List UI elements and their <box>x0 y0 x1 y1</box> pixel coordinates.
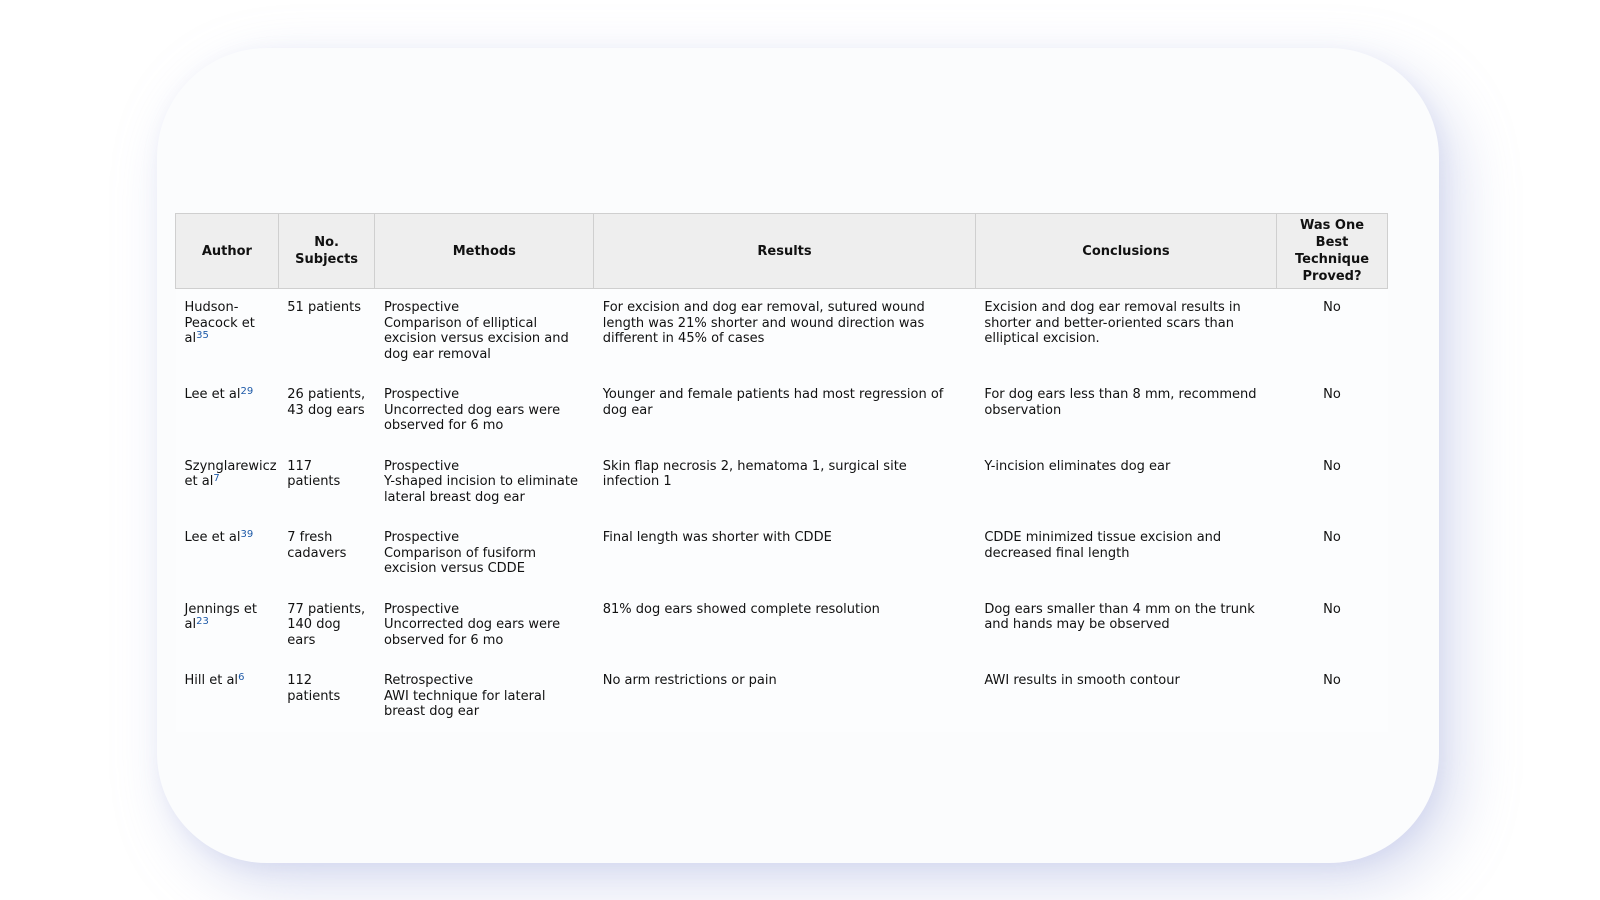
conclusions-cell: Excision and dog ear removal results in shorter and better-oriented scars than elliptical excision. <box>975 289 1276 375</box>
subjects-cell: 112 patients <box>278 660 375 732</box>
study-design: Prospective <box>383 601 460 617</box>
author-name: Jennings et al <box>184 601 257 632</box>
best-technique-cell: No <box>1277 289 1388 375</box>
header-results: Results <box>594 214 976 289</box>
author-cell <box>176 446 279 518</box>
table-row <box>176 517 1388 589</box>
conclusions-cell: For dog ears less than 8 mm, recommend observation <box>975 374 1276 446</box>
table-body <box>176 289 1388 732</box>
table-row <box>176 374 1388 446</box>
author-name: Lee et al <box>184 387 241 402</box>
conclusions-cell: AWI results in smooth contour <box>975 660 1276 732</box>
table-row <box>176 589 1388 661</box>
header-author: Author <box>176 214 279 289</box>
methods-cell <box>375 517 594 589</box>
studies-table <box>175 213 1388 732</box>
conclusions-cell: Y-incision eliminates dog ear <box>975 446 1276 518</box>
best-technique-cell: No <box>1277 517 1388 589</box>
method-detail: Comparison of fusiform excision versus CDDE <box>383 545 537 576</box>
method-detail: Comparison of elliptical excision versus excision and dog ear removal <box>383 315 569 362</box>
methods-cell <box>375 589 594 661</box>
results-cell: Skin flap necrosis 2, hematoma 1, surgical site infection 1 <box>594 446 976 518</box>
results-cell: Final length was shorter with CDDE <box>594 517 976 589</box>
header-best-technique: Was One Best Technique Proved? <box>1277 214 1388 289</box>
study-design: Retrospective <box>383 673 474 688</box>
reference-link[interactable]: 35 <box>196 330 209 341</box>
author-cell <box>176 517 279 589</box>
methods-cell <box>375 374 594 446</box>
results-cell: For excision and dog ear removal, sutured wound length was 21% shorter and wound direction was different in 45% of cases <box>594 289 976 375</box>
table-row <box>176 660 1388 732</box>
methods-cell <box>375 446 594 518</box>
subjects-cell: 26 patients, 43 dog ears <box>278 374 375 446</box>
conclusions-cell: CDDE minimized tissue excision and decreased final length <box>975 517 1276 589</box>
table-row <box>176 289 1388 375</box>
subjects-cell: 7 fresh cadavers <box>278 517 375 589</box>
study-design: Prospective <box>383 387 460 402</box>
reference-link[interactable]: 23 <box>196 616 209 627</box>
author-cell <box>176 374 279 446</box>
results-cell: 81% dog ears showed complete resolution <box>594 589 976 661</box>
author-cell <box>176 660 279 732</box>
author-name: Lee et al <box>184 530 241 545</box>
method-detail: Uncorrected dog ears were observed for 6 mo <box>383 617 561 648</box>
best-technique-cell: No <box>1277 589 1388 661</box>
subjects-cell: 51 patients <box>278 289 375 375</box>
subjects-cell: 77 patients, 140 dog ears <box>278 589 375 661</box>
table-row <box>176 446 1388 518</box>
best-technique-cell: No <box>1277 374 1388 446</box>
reference-link[interactable]: 6 <box>238 672 245 683</box>
table-header <box>176 214 1388 289</box>
study-design: Prospective <box>383 300 460 315</box>
best-technique-cell: No <box>1277 660 1388 732</box>
author-cell <box>176 589 279 661</box>
method-detail: AWI technique for lateral breast dog ear <box>383 688 546 719</box>
methods-cell <box>375 660 594 732</box>
author-name: Hudson-Peacock et al <box>184 300 255 346</box>
reference-link[interactable]: 29 <box>240 386 254 397</box>
study-design: Prospective <box>383 530 460 545</box>
reference-link[interactable]: 39 <box>240 529 254 540</box>
method-detail: Y-shaped incision to eliminate lateral breast dog ear <box>383 474 578 505</box>
header-conclusions: Conclusions <box>975 214 1276 289</box>
author-name: Hill et al <box>184 673 239 688</box>
reference-link[interactable]: 7 <box>213 473 220 484</box>
header-methods: Methods <box>375 214 594 289</box>
results-cell: No arm restrictions or pain <box>594 660 976 732</box>
author-name: Szynglarewicz et al <box>184 458 277 489</box>
results-cell: Younger and female patients had most regression of dog ear <box>594 374 976 446</box>
conclusions-cell: Dog ears smaller than 4 mm on the trunk and hands may be observed <box>975 589 1276 661</box>
author-cell <box>176 289 279 375</box>
subjects-cell: 117 patients <box>278 446 375 518</box>
study-design: Prospective <box>383 458 460 474</box>
header-subjects: No. Subjects <box>278 214 375 289</box>
methods-cell <box>375 289 594 375</box>
method-detail: Uncorrected dog ears were observed for 6 mo <box>383 402 561 433</box>
header-row <box>176 214 1388 289</box>
best-technique-cell: No <box>1277 446 1388 518</box>
